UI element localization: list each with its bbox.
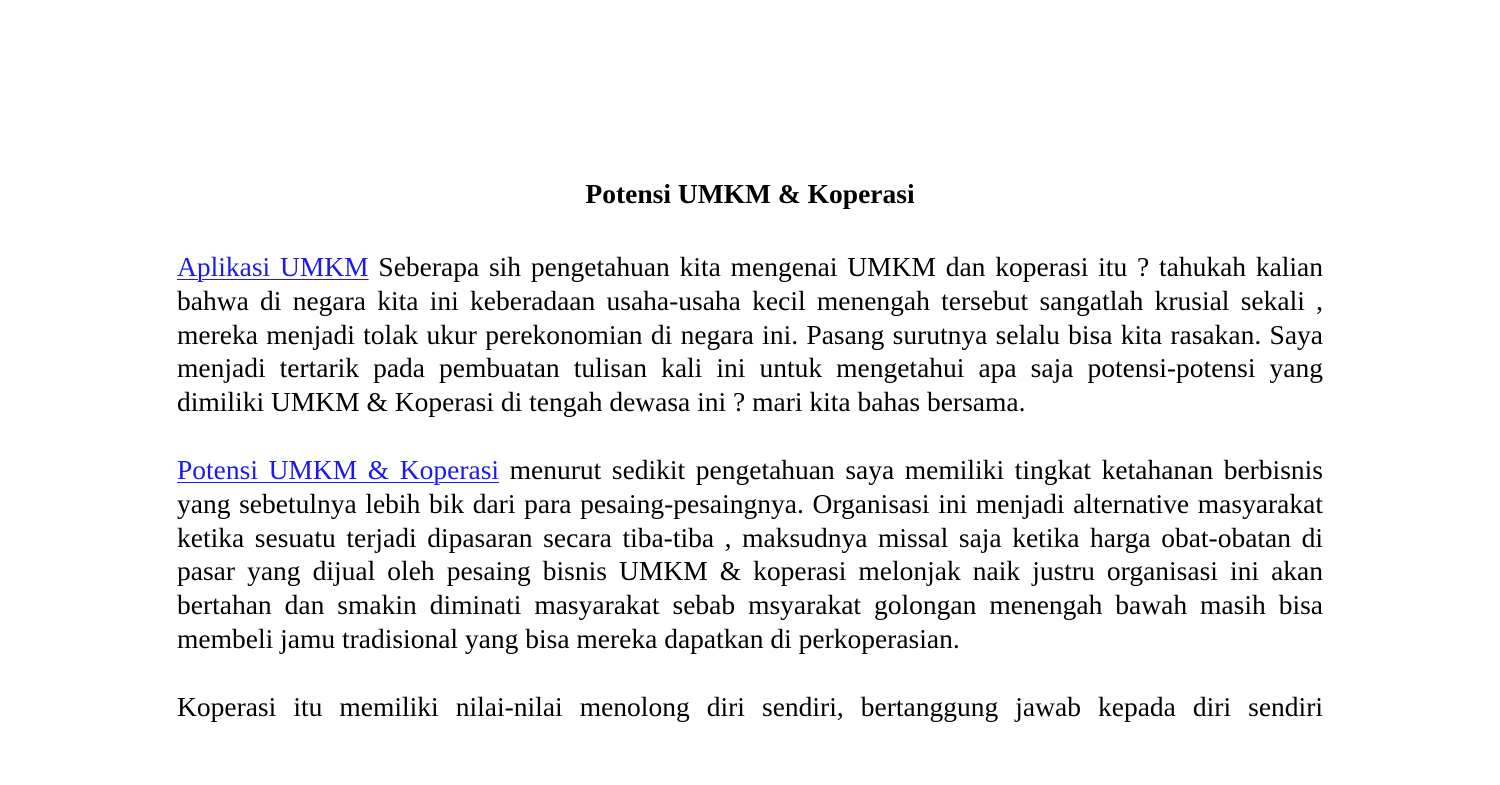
aplikasi-umkm-link[interactable]: Aplikasi UMKM — [177, 251, 369, 282]
document-title: Potensi UMKM & Koperasi — [585, 178, 915, 209]
paragraph-1-text: Seberapa sih pengetahuan kita mengenai UMKM dan koperasi itu ? tahukah kalian bahwa di negara kita ini keberadaan usaha-usaha kecil menengah tersebut sangatlah krusial sekali , mereka menjadi tolak ukur perekonomian di negara ini. Pasang surutnya selalu bisa kita rasakan. Saya menjadi tertarik pada pembuatan tulisan kali ini untuk mengetahui apa saja potensi-potensi yang dimiliki UMKM & Koperasi di tengah dewasa ini ? mari kita bahas bersama. — [177, 251, 1324, 418]
document-body — [177, 172, 1323, 724]
paragraph-2 — [177, 453, 1323, 656]
paragraph-3-text: Koperasi itu memiliki nilai-nilai menolong diri sendiri, bertanggung jawab kepada diri sendiri — [177, 690, 1323, 722]
paragraph-3 — [177, 690, 1323, 724]
spacer — [177, 419, 1323, 453]
spacer — [177, 656, 1323, 690]
potensi-umkm-koperasi-link[interactable]: Potensi UMKM & Koperasi — [177, 453, 500, 485]
paragraph-1 — [177, 250, 1323, 419]
paragraph-2-text: menurut sedikit pengetahuan saya memiliki tingkat ketahanan berbisnis yang sebetulnya lebih bik dari para pesaing-pesaingnya. Organisasi ini menjadi alternative masyarakat ketika sesuatu terjadi dipasaran secara tiba-tiba , maksudnya missal saja ketika harga obat-obatan di pasar yang dijual oleh pesaing bisnis UMKM & koperasi melonjak naik justru organisasi ini akan bertahan dan smakin diminati masyarakat sebab msyarakat golongan menengah bawah masih bisa membeli jamu tradisional yang bisa mereka dapatkan di perkoperasian. — [177, 453, 1323, 654]
spacer — [177, 216, 1323, 250]
